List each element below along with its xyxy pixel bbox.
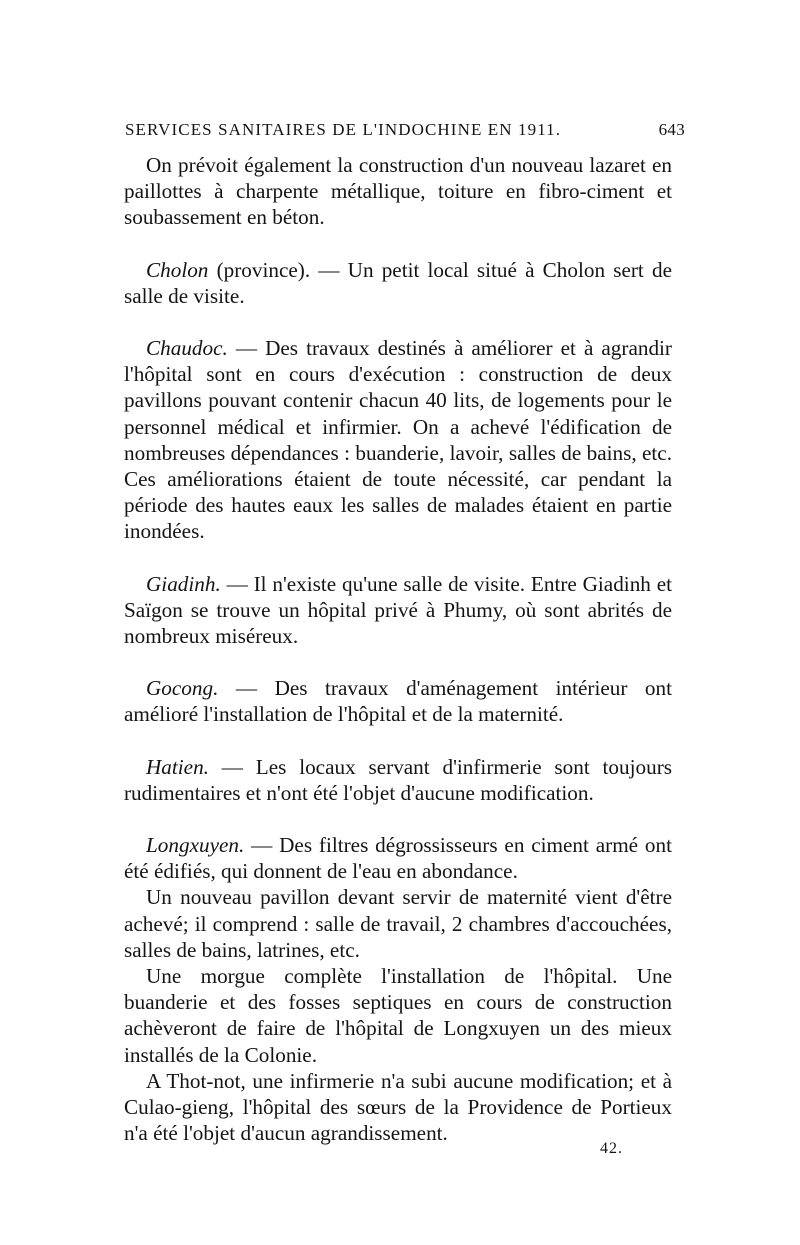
place-name-hatien: Hatien. xyxy=(146,754,209,779)
paragraph-longxuyen xyxy=(124,832,672,884)
paragraph-hatien xyxy=(124,754,672,806)
paragraph-cholon xyxy=(124,257,672,309)
running-header xyxy=(125,120,685,140)
place-name-giadinh: Giadinh. xyxy=(146,571,221,596)
body-text xyxy=(124,152,672,1147)
paragraph-thot-not xyxy=(124,1068,672,1147)
paragraph-text: Un nouveau pavillon devant servir de maternité vient d'être achevé; il comprend : salle de travail, 2 chambres d'accouchées, salles de bains, latrines, etc. xyxy=(124,885,672,962)
signature-mark: 42. xyxy=(600,1140,623,1157)
place-name-gocong: Gocong. xyxy=(146,676,219,701)
paragraph-chaudoc xyxy=(124,335,672,545)
paragraph-text: A Thot-not, une infirmerie n'a subi aucune modification; et à Culao-gieng, l'hôpital des sœurs de la Providence de Portieux n'a été l'objet d'aucun agrandissement. xyxy=(124,1068,672,1146)
paragraph-morgue xyxy=(124,963,672,1068)
paragraph-text: — Des travaux destinés à améliorer et à agrandir l'hôpital sont en cours d'exécution : construction de deux pavillons pouvant contenir chacun 40 lits, de logements pour le personnel médical et infirmier. On a achevé l'édification de nombreuses dépendances : buanderie, lavoir, salles de bains, etc. Ces améliorations étaient de toute nécessité, car pendant la période des hautes eaux les salles de malades étaient en partie inondées. xyxy=(124,336,672,544)
paragraph-text: — Des filtres dégrossisseurs en ciment armé ont été édifiés, qui donnent de l'eau en abondance. xyxy=(124,833,672,884)
place-name-cholon: Cholon xyxy=(146,257,209,282)
paragraph-text: On prévoit également la construction d'un nouveau lazaret en paillottes à charpente métallique, toiture en fibro-ciment et soubassement en béton. xyxy=(124,153,672,230)
paragraph-text: (province). — Un petit local situé à Cholon sert de salle de visite. xyxy=(124,257,672,308)
paragraph-text: — Des travaux d'aménagement intérieur ont amélioré l'installation de l'hôpital et de la maternité. xyxy=(124,676,672,727)
paragraph-giadinh xyxy=(124,571,672,650)
paragraph-maternite xyxy=(124,884,672,963)
paragraph-gocong xyxy=(124,675,672,727)
paragraph-text: — Les locaux servant d'infirmerie sont toujours rudimentaires et n'ont été l'objet d'aucune modification. xyxy=(124,754,672,805)
paragraph-text: Une morgue complète l'installation de l'hôpital. Une buanderie et des fosses septiques en cours de construction achèveront de faire de l'hôpital de Longxuyen un des mieux installés de la Colonie. xyxy=(124,964,672,1067)
paragraph-text: — Il n'existe qu'une salle de visite. Entre Giadinh et Saïgon se trouve un hôpital privé à Phumy, où sont abrités de nombreux miséreux. xyxy=(124,571,672,649)
page-number: 643 xyxy=(658,120,685,139)
running-title: SERVICES SANITAIRES DE L'INDOCHINE EN 1911. xyxy=(125,120,562,139)
paragraph-lazaret xyxy=(124,152,672,231)
place-name-longxuyen: Longxuyen. xyxy=(146,833,245,858)
place-name-chaudoc: Chaudoc. xyxy=(146,336,228,361)
